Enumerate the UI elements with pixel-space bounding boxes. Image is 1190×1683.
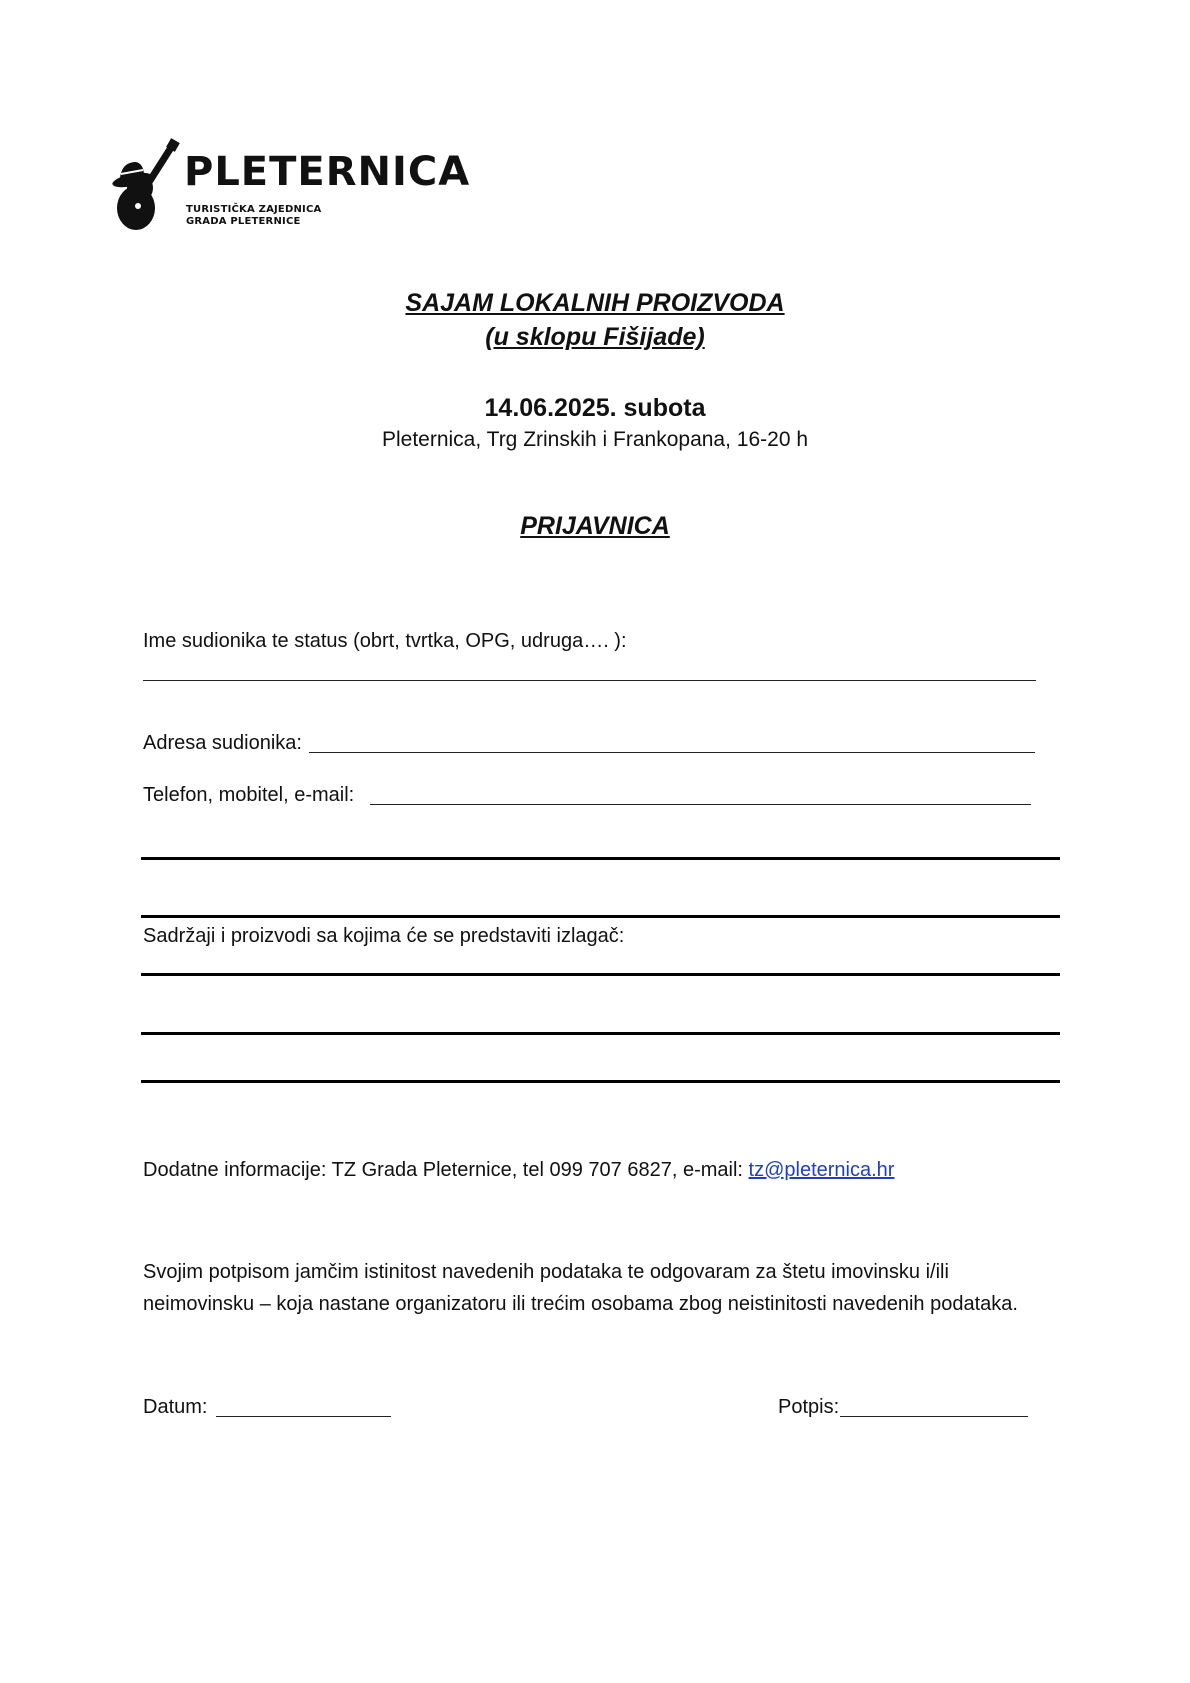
contact-field[interactable] — [370, 804, 1031, 805]
date-label: Datum: — [143, 1396, 208, 1418]
event-subtitle: (u sklopu Fišijade) — [485, 323, 705, 351]
products-label: Sadržaji i proizvodi sa kojima će se predstaviti izlagač: — [143, 925, 625, 947]
products-line-2[interactable] — [141, 1032, 1060, 1035]
contact-label: Telefon, mobitel, e-mail: — [143, 784, 355, 806]
signature-label: Potpis: — [778, 1396, 840, 1418]
guitar-hat-logo-icon — [110, 138, 190, 234]
logo-name: PLETERNICA — [184, 149, 471, 195]
additional-info-text: Dodatne informacije: TZ Grada Pleternice, tel 099 707 6827, e-mail: — [143, 1159, 743, 1181]
event-date: 14.06.2025. subota — [484, 394, 706, 422]
participant-field[interactable] — [143, 680, 1036, 681]
participant-label: Ime sudionika te status (obrt, tvrtka, OPG, udruga…. ): — [143, 630, 627, 652]
form-title: PRIJAVNICA — [520, 512, 670, 540]
logo-subtitle-line2: GRADA PLETERNICE — [186, 216, 301, 227]
event-location: Pleternica, Trg Zrinskih i Frankopana, 16-20 h — [381, 428, 809, 451]
address-field[interactable] — [309, 752, 1035, 753]
event-title: SAJAM LOKALNIH PROIZVODA — [405, 289, 785, 317]
form-line-1[interactable] — [141, 857, 1060, 860]
logo-subtitle-line1: TURISTIČKA ZAJEDNICA — [186, 204, 322, 215]
declaration-line2: neimovinsku – koja nastane organizatoru ili trećim osobama zbog neistinitosti navedenih podataka. — [143, 1293, 1018, 1315]
signature-field[interactable] — [840, 1416, 1028, 1417]
products-line-1[interactable] — [141, 973, 1060, 976]
logo — [110, 138, 471, 238]
declaration-line1: Svojim potpisom jamčim istinitost navedenih podataka te odgovaram za štetu imovinsku i/ili — [143, 1261, 949, 1283]
additional-info — [143, 1157, 894, 1183]
email-link[interactable]: tz@pleternica.hr — [748, 1159, 895, 1181]
form-line-2[interactable] — [141, 915, 1060, 918]
address-label: Adresa sudionika: — [143, 732, 302, 754]
products-line-3[interactable] — [141, 1080, 1060, 1083]
date-field[interactable] — [216, 1416, 391, 1417]
